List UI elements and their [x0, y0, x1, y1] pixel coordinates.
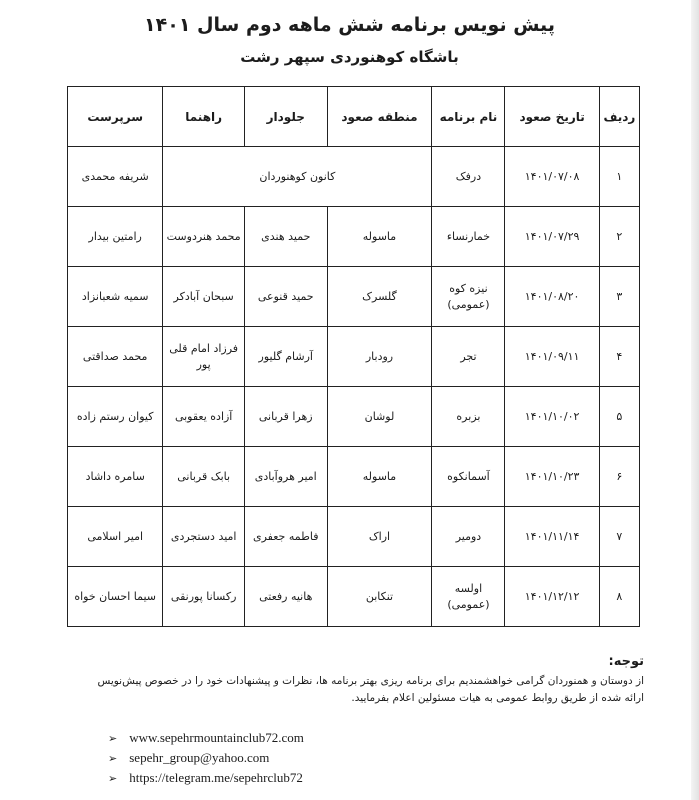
row-area: رودبار: [327, 327, 432, 387]
row-area: لوشان: [327, 387, 432, 447]
email-link[interactable]: sepehr_group@yahoo.com: [129, 750, 270, 765]
row-program-name: درفک: [432, 147, 505, 207]
row-number: ۸: [599, 567, 639, 627]
document-title: پیش نویس برنامه شش ماهه دوم سال ۱۴۰۱: [144, 14, 555, 36]
header-date: تاریخ صعود: [505, 87, 599, 147]
row-date: ۱۴۰۱/۱۲/۱۲: [505, 567, 599, 627]
row-date: ۱۴۰۱/۰۷/۲۹: [505, 207, 599, 267]
row-program-name: دومیر: [432, 507, 505, 567]
row-area: تنکابن: [327, 567, 432, 627]
header-guide: راهنما: [163, 87, 245, 147]
arrow-bullet-icon: ➢: [108, 772, 118, 785]
telegram-link-row: [108, 768, 304, 788]
row-leader: زهرا قربانی: [244, 387, 327, 447]
row-program-name: نیزه کوه (عمومی): [432, 267, 505, 327]
table-row: [68, 387, 640, 447]
table-row: [68, 507, 640, 567]
row-number: ۷: [599, 507, 639, 567]
note-title: توجه:: [608, 654, 644, 669]
row-supervisor: امیر اسلامی: [68, 507, 163, 567]
program-table: [67, 86, 640, 627]
row-leader: هانیه رفعتی: [244, 567, 327, 627]
header-supervisor: سرپرست: [68, 87, 163, 147]
row-supervisor: سیما احسان خواه: [68, 567, 163, 627]
arrow-bullet-icon: ➢: [108, 732, 118, 745]
table-row: [68, 567, 640, 627]
header-row-number: ردیف: [599, 87, 639, 147]
row-program-name: خمارنساء: [432, 207, 505, 267]
contact-links: [108, 728, 304, 788]
row-leader: امیر هروآبادی: [244, 447, 327, 507]
row-program-name: آسمانکوه: [432, 447, 505, 507]
row-area: ماسوله: [327, 207, 432, 267]
row-supervisor: کیوان رستم زاده: [68, 387, 163, 447]
row-number: ۱: [599, 147, 639, 207]
row-guide: آزاده یعقوبی: [163, 387, 245, 447]
row-leader: حمید قنوعی: [244, 267, 327, 327]
note-text-line-2: ارائه شده از طریق روابط عمومی به هیات مسئولین اعلام بفرمایید.: [351, 692, 644, 704]
row-number: ۵: [599, 387, 639, 447]
row-date: ۱۴۰۱/۰۸/۲۰: [505, 267, 599, 327]
row-guide: محمد هنردوست: [163, 207, 245, 267]
row-guide: فرزاد امام قلی پور: [163, 327, 245, 387]
table-row: [68, 147, 640, 207]
row-area: ماسوله: [327, 447, 432, 507]
row-supervisor: محمد صداقتی: [68, 327, 163, 387]
arrow-bullet-icon: ➢: [108, 752, 118, 765]
row-guide: رکسانا پورنقی: [163, 567, 245, 627]
row-supervisor: رامتین بیدار: [68, 207, 163, 267]
table-row: [68, 267, 640, 327]
row-number: ۴: [599, 327, 639, 387]
document-subtitle: باشگاه کوهنوردی سپهر رشت: [240, 48, 459, 66]
row-date: ۱۴۰۱/۱۰/۲۳: [505, 447, 599, 507]
row-date: ۱۴۰۱/۰۷/۰۸: [505, 147, 599, 207]
row-program-name: اولسه (عمومی): [432, 567, 505, 627]
page-edge-shadow: [691, 0, 699, 800]
row-guide: امید دستجردی: [163, 507, 245, 567]
table-row: [68, 447, 640, 507]
header-program-name: نام برنامه: [432, 87, 505, 147]
note-text-line-1: از دوستان و همنوردان گرامی خواهشمندیم برای برنامه ریزی بهتر برنامه ها، نظرات و پیشنهادات خود را در خصوص پیش‌نویس: [97, 675, 644, 687]
row-guide: سبحان آبادکر: [163, 267, 245, 327]
telegram-link[interactable]: https://telegram.me/sepehrclub72: [129, 770, 303, 785]
row-leader: حمید هندی: [244, 207, 327, 267]
row-supervisor: سمیه شعبانزاد: [68, 267, 163, 327]
website-link-row: [108, 728, 304, 748]
table-header-row: [68, 87, 640, 147]
row-leader: فاطمه جعفری: [244, 507, 327, 567]
table-row: [68, 207, 640, 267]
row-program-name: بزبره: [432, 387, 505, 447]
row-date: ۱۴۰۱/۰۹/۱۱: [505, 327, 599, 387]
website-link[interactable]: www.sepehrmountainclub72.com: [129, 730, 304, 745]
header-leader: جلودار: [244, 87, 327, 147]
row-supervisor: سامره داشاد: [68, 447, 163, 507]
note-section: [60, 654, 644, 707]
row-number: ۶: [599, 447, 639, 507]
email-link-row: [108, 748, 304, 768]
row-leader: آرشام گلیور: [244, 327, 327, 387]
row-merged-organizer: کانون کوهنوردان: [163, 147, 432, 207]
row-area: گلسرک: [327, 267, 432, 327]
row-guide: بابک قربانی: [163, 447, 245, 507]
row-area: اراک: [327, 507, 432, 567]
row-date: ۱۴۰۱/۱۰/۰۲: [505, 387, 599, 447]
row-program-name: تجر: [432, 327, 505, 387]
header-area: منطقه صعود: [327, 87, 432, 147]
row-supervisor: شریفه محمدی: [68, 147, 163, 207]
row-number: ۲: [599, 207, 639, 267]
table-row: [68, 327, 640, 387]
row-date: ۱۴۰۱/۱۱/۱۴: [505, 507, 599, 567]
row-number: ۳: [599, 267, 639, 327]
